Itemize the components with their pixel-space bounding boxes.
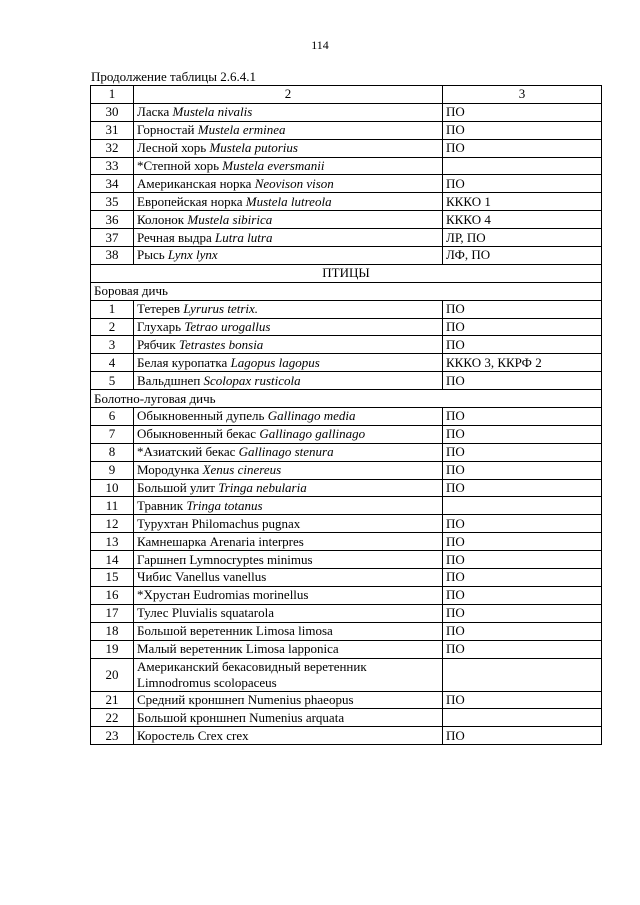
status-cell: ПО — [443, 640, 602, 658]
species-name: Ласка — [137, 104, 170, 120]
species-cell: Камнешарка Arenaria interpres — [134, 533, 443, 551]
table-row — [91, 354, 602, 372]
species-latin: Scolopax rusticola — [203, 372, 301, 388]
table-row — [91, 211, 602, 229]
row-number: 5 — [91, 372, 134, 390]
species-cell — [134, 300, 443, 318]
table-row — [91, 121, 602, 139]
status-cell: ПО — [443, 121, 602, 139]
species-latin: Mustela erminea — [197, 122, 286, 138]
species-latin: Tringa nebularia — [218, 480, 307, 496]
status-cell — [443, 709, 602, 727]
status-cell: ПО — [443, 408, 602, 426]
species-name: Обыкновенный бекас — [137, 426, 257, 442]
species-cell — [134, 443, 443, 461]
species-cell: Тулес Pluvialis squatarola — [134, 604, 443, 622]
species-cell — [134, 121, 443, 139]
status-cell: ПО — [443, 318, 602, 336]
row-number: 34 — [91, 175, 134, 193]
species-name: Лесной хорь — [137, 140, 207, 156]
status-cell: ПО — [443, 515, 602, 533]
status-cell: ПО — [443, 461, 602, 479]
species-cell — [134, 479, 443, 497]
species-cell — [134, 211, 443, 229]
table-row — [91, 229, 602, 247]
table-row — [91, 408, 602, 426]
table-row — [91, 551, 602, 569]
species-name: Большой улит — [137, 480, 215, 496]
species-name: Глухарь — [137, 319, 182, 335]
species-cell — [134, 103, 443, 121]
species-cell — [134, 497, 443, 515]
species-latin: Mustela sibirica — [187, 211, 273, 227]
status-cell: ПО — [443, 300, 602, 318]
table-caption: Продолжение таблицы 2.6.4.1 — [91, 69, 256, 84]
species-name: Колонок — [137, 211, 185, 227]
species-name: Вальдшнеп — [137, 372, 201, 388]
status-cell: ПО — [443, 425, 602, 443]
table-row — [91, 515, 602, 533]
species-cell — [134, 193, 443, 211]
table-row — [91, 443, 602, 461]
status-cell: ПО — [443, 443, 602, 461]
status-cell — [443, 658, 602, 691]
table-row — [91, 622, 602, 640]
species-cell — [134, 229, 443, 247]
species-name: Рябчик — [137, 336, 176, 352]
header-col-2: 2 — [134, 86, 443, 104]
table-row — [91, 157, 602, 175]
species-name: Американская норка — [137, 175, 252, 191]
species-cell: Коростель Crex crex — [134, 727, 443, 745]
row-number: 23 — [91, 727, 134, 745]
species-latin: Mustela nivalis — [172, 104, 253, 120]
species-cell: Малый веретенник Limosa lapponica — [134, 640, 443, 658]
table-row — [91, 318, 602, 336]
row-number: 9 — [91, 461, 134, 479]
species-latin: Mustela putorius — [209, 140, 298, 156]
status-cell: ПО — [443, 691, 602, 709]
species-name: Рысь — [137, 247, 165, 263]
table-header-row — [91, 86, 602, 104]
table-row — [91, 658, 602, 691]
status-cell: ПО — [443, 372, 602, 390]
species-name: *Азиатский бекас — [137, 444, 236, 460]
row-number: 11 — [91, 497, 134, 515]
status-cell: КККО 1 — [443, 193, 602, 211]
subsection-marsh-game: Болотно-луговая дичь — [91, 390, 602, 408]
table-row — [91, 175, 602, 193]
row-number: 31 — [91, 121, 134, 139]
status-cell: ЛР, ПО — [443, 229, 602, 247]
species-name: Американский бекасовидный веретенник — [137, 658, 367, 674]
species-name: Мородунка — [137, 462, 200, 478]
species-name: Горностай — [137, 122, 195, 138]
section-birds-row — [91, 264, 602, 282]
row-number: 37 — [91, 229, 134, 247]
species-cell — [134, 372, 443, 390]
header-col-3: 3 — [443, 86, 602, 104]
status-cell — [443, 497, 602, 515]
status-cell: ЛФ, ПО — [443, 247, 602, 265]
species-latin: Mustela eversmanii — [222, 158, 325, 173]
status-cell: ПО — [443, 103, 602, 121]
row-number: 38 — [91, 247, 134, 265]
species-latin: Gallinago stenura — [238, 444, 334, 460]
row-number: 35 — [91, 193, 134, 211]
row-number: 16 — [91, 586, 134, 604]
species-cell: *Хрустан Eudromias morinellus — [134, 586, 443, 604]
row-number: 19 — [91, 640, 134, 658]
species-latin: Tringa totanus — [186, 497, 263, 513]
row-number: 13 — [91, 533, 134, 551]
species-cell: Чибис Vanellus vanellus — [134, 569, 443, 587]
species-latin: Tetrastes bonsia — [178, 336, 264, 352]
species-cell: Турухтан Philomachus pugnax — [134, 515, 443, 533]
subsection-forest-game-row — [91, 282, 602, 300]
species-name: Обыкновенный дупель — [137, 408, 265, 424]
status-cell: ПО — [443, 139, 602, 157]
table-row — [91, 193, 602, 211]
status-cell: ПО — [443, 569, 602, 587]
species-table — [90, 85, 602, 745]
species-latin: Lagopus lagopus — [230, 354, 320, 370]
row-number: 17 — [91, 604, 134, 622]
species-latin: Lutra lutra — [215, 229, 273, 245]
species-name: Травник — [137, 497, 184, 513]
species-cell — [134, 408, 443, 426]
status-cell: ПО — [443, 551, 602, 569]
table-row — [91, 569, 602, 587]
species-cell — [134, 425, 443, 443]
species-name: Белая куропатка — [137, 354, 228, 370]
row-number: 21 — [91, 691, 134, 709]
row-number: 7 — [91, 425, 134, 443]
status-cell: ПО — [443, 727, 602, 745]
species-cell — [134, 139, 443, 157]
species-cell — [134, 658, 443, 691]
species-cell: Большой веретенник Limosa limosa — [134, 622, 443, 640]
table-row — [91, 691, 602, 709]
species-name: Речная выдра — [137, 229, 212, 245]
table-row — [91, 604, 602, 622]
row-number: 4 — [91, 354, 134, 372]
species-name: *Степной хорь — [137, 158, 220, 173]
species-cell — [134, 461, 443, 479]
row-number: 2 — [91, 318, 134, 336]
table-row — [91, 533, 602, 551]
species-name: Европейская норка — [137, 193, 243, 209]
row-number: 36 — [91, 211, 134, 229]
table-row — [91, 461, 602, 479]
table-row — [91, 727, 602, 745]
species-cell: Гаршнеп Lymnocryptes minimus — [134, 551, 443, 569]
row-number: 18 — [91, 622, 134, 640]
status-cell: ПО — [443, 586, 602, 604]
status-cell: ПО — [443, 479, 602, 497]
row-number: 10 — [91, 479, 134, 497]
status-cell: ПО — [443, 604, 602, 622]
table-row — [91, 139, 602, 157]
row-number: 20 — [91, 658, 134, 691]
species-cell — [134, 318, 443, 336]
table-row — [91, 586, 602, 604]
table-row — [91, 425, 602, 443]
row-number: 32 — [91, 139, 134, 157]
species-cell — [134, 247, 443, 265]
table-row — [91, 497, 602, 515]
row-number: 15 — [91, 569, 134, 587]
row-number: 3 — [91, 336, 134, 354]
table-row — [91, 247, 602, 265]
status-cell — [443, 157, 602, 175]
status-cell: ПО — [443, 336, 602, 354]
species-latin: Lynx lynx — [167, 247, 218, 263]
row-number: 6 — [91, 408, 134, 426]
species-latin: Limnodromus scolopaceus — [137, 674, 277, 690]
species-latin: Tetrao urogallus — [184, 319, 271, 335]
page-number: 114 — [311, 38, 329, 52]
species-latin: Xenus cinereus — [202, 462, 282, 478]
species-cell: Большой кроншнеп Numenius arquata — [134, 709, 443, 727]
row-number: 14 — [91, 551, 134, 569]
row-number: 30 — [91, 103, 134, 121]
status-cell: КККО 4 — [443, 211, 602, 229]
species-cell: Средний кроншнеп Numenius phaeopus — [134, 691, 443, 709]
row-number: 33 — [91, 157, 134, 175]
species-latin: Lyrurus tetrix. — [183, 301, 259, 317]
header-col-1: 1 — [91, 86, 134, 104]
species-latin: Mustela lutreola — [245, 193, 332, 209]
table-row — [91, 372, 602, 390]
status-cell: ПО — [443, 175, 602, 193]
subsection-forest-game: Боровая дичь — [91, 282, 602, 300]
table-row — [91, 336, 602, 354]
row-number: 8 — [91, 443, 134, 461]
table-row — [91, 640, 602, 658]
row-number: 12 — [91, 515, 134, 533]
table-row — [91, 300, 602, 318]
table-row — [91, 709, 602, 727]
row-number: 22 — [91, 709, 134, 727]
subsection-marsh-game-row — [91, 390, 602, 408]
species-latin: Gallinago media — [267, 408, 356, 424]
table-row — [91, 103, 602, 121]
row-number: 1 — [91, 300, 134, 318]
table-row — [91, 479, 602, 497]
status-cell: КККО 3, ККРФ 2 — [443, 354, 602, 372]
species-latin: Gallinago gallinago — [259, 426, 366, 442]
status-cell: ПО — [443, 622, 602, 640]
species-cell — [134, 336, 443, 354]
species-cell — [134, 354, 443, 372]
species-latin: Neovison vison — [254, 175, 334, 191]
status-cell: ПО — [443, 533, 602, 551]
section-birds: ПТИЦЫ — [91, 264, 602, 282]
species-name: Тетерев — [137, 301, 181, 317]
species-cell — [134, 175, 443, 193]
species-cell — [134, 157, 443, 175]
